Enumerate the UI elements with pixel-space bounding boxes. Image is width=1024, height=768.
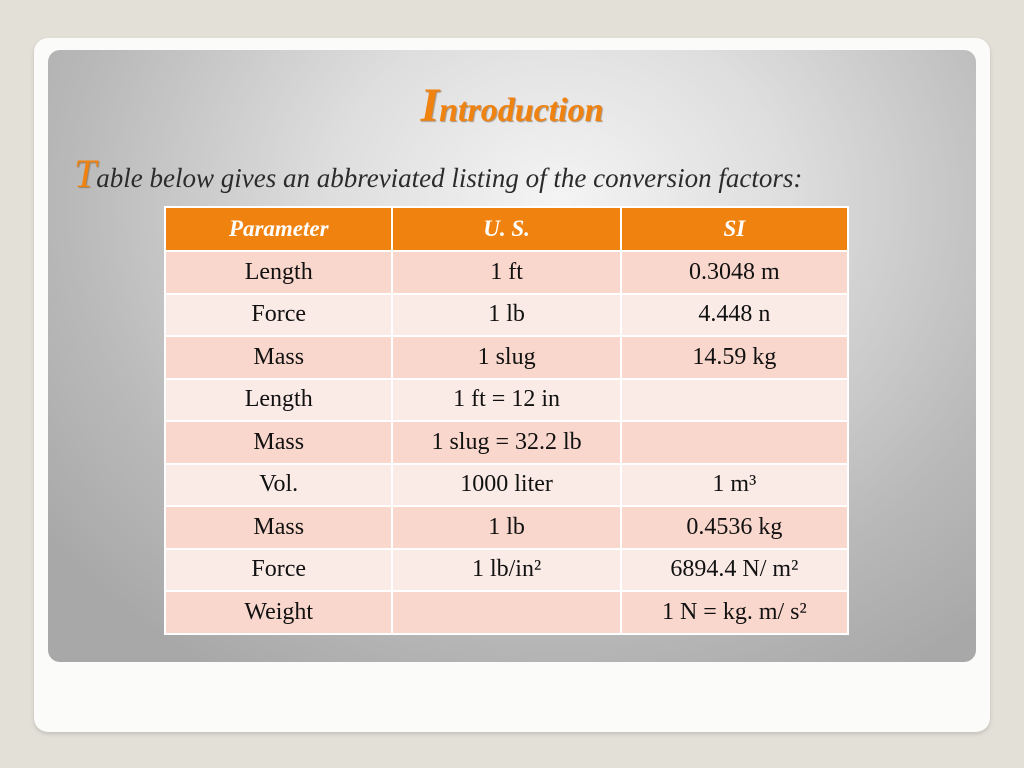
cell-parameter: Force bbox=[165, 294, 392, 337]
cell-us: 1 lb bbox=[392, 294, 620, 337]
cell-parameter: Force bbox=[165, 549, 392, 592]
subtitle-rest: able below gives an abbreviated listing of the conversion factors: bbox=[96, 163, 803, 193]
table-row bbox=[165, 591, 848, 634]
cell-si: 6894.4 N/ m² bbox=[621, 549, 848, 592]
subtitle-initial: T bbox=[74, 151, 97, 196]
cell-us: 1 lb/in² bbox=[392, 549, 620, 592]
cell-parameter: Mass bbox=[165, 506, 392, 549]
cell-parameter: Mass bbox=[165, 421, 392, 464]
table-row bbox=[165, 506, 848, 549]
cell-us bbox=[392, 591, 620, 634]
slide-subtitle bbox=[74, 150, 802, 197]
table-row bbox=[165, 251, 848, 294]
cell-us: 1 ft = 12 in bbox=[392, 379, 620, 422]
cell-us: 1 slug = 32.2 lb bbox=[392, 421, 620, 464]
cell-us: 1000 liter bbox=[392, 464, 620, 507]
cell-si: 4.448 n bbox=[621, 294, 848, 337]
table-row bbox=[165, 464, 848, 507]
cell-si: 1 m³ bbox=[621, 464, 848, 507]
title-initial: I bbox=[420, 79, 440, 132]
cell-si: 0.4536 kg bbox=[621, 506, 848, 549]
table-row bbox=[165, 549, 848, 592]
cell-si bbox=[621, 379, 848, 422]
cell-parameter: Length bbox=[165, 251, 392, 294]
table-row bbox=[165, 294, 848, 337]
cell-parameter: Length bbox=[165, 379, 392, 422]
cell-us: 1 ft bbox=[392, 251, 620, 294]
header-si: SI bbox=[621, 207, 848, 251]
cell-si: 1 N = kg. m/ s² bbox=[621, 591, 848, 634]
slide-title bbox=[0, 78, 1024, 133]
cell-parameter: Mass bbox=[165, 336, 392, 379]
header-us: U. S. bbox=[392, 207, 620, 251]
title-rest: ntroduction bbox=[439, 92, 604, 129]
cell-si: 0.3048 m bbox=[621, 251, 848, 294]
table-row bbox=[165, 421, 848, 464]
cell-si bbox=[621, 421, 848, 464]
table-row bbox=[165, 336, 848, 379]
cell-si: 14.59 kg bbox=[621, 336, 848, 379]
cell-us: 1 slug bbox=[392, 336, 620, 379]
cell-parameter: Vol. bbox=[165, 464, 392, 507]
table-header-row bbox=[165, 207, 848, 251]
table-row bbox=[165, 379, 848, 422]
cell-us: 1 lb bbox=[392, 506, 620, 549]
cell-parameter: Weight bbox=[165, 591, 392, 634]
conversion-table bbox=[164, 206, 849, 635]
header-parameter: Parameter bbox=[165, 207, 392, 251]
